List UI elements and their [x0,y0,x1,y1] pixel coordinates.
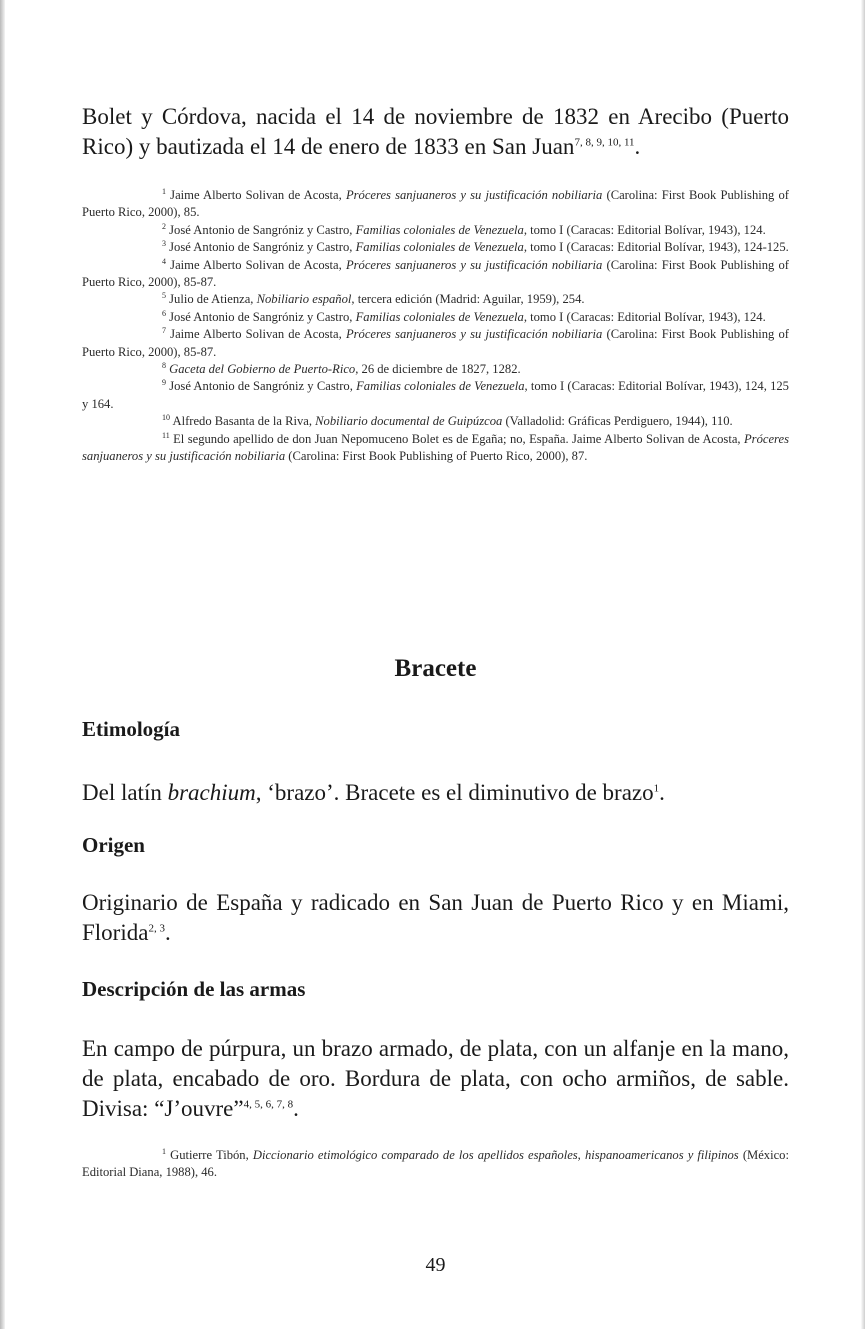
footnote: $^9$ José Antonio de Sangróniz y Castro, Familias coloniales de Venezuela, tomo I (Caracas: Editorial Bolívar, 1943), 124, 125 y 164. [82,378,789,411]
section-title: Bracete [394,655,477,682]
footnote: $^1$ Jaime Alberto Solivan de Acosta, Próceres sanjuaneros y su justificación nobiliaria (Carolina: First Book Publishing of Puerto Rico, 2000), 85. [82,186,789,220]
footnote: $^2$ José Antonio de Sangróniz y Castro, Familias coloniales de Venezuela, tomo I (Caracas: Editorial Bolívar, 1943), 124. [162,221,766,237]
heading-etimologia: Etimología [82,717,180,741]
armas-paragraph: En campo de púrpura, un brazo armado, de plata, con un alfanje en la mano, de plata, encabado de oro. Bordura de plata, con ocho armiños, de sable. Divisa: “J’ouvre”$^{4, 5, 6, 7, 8}$. [82,1036,789,1121]
heading-armas: Descripción de las armas [82,977,306,1001]
footnote: $^3$ José Antonio de Sangróniz y Castro, Familias coloniales de Venezuela, tomo I (Caracas: Editorial Bolívar, 1943), 124-125. [162,239,789,255]
footnote: $^7$ Jaime Alberto Solivan de Acosta, Próceres sanjuaneros y su justificación nobiliaria (Carolina: First Book Publishing of Puerto Rico, 2000), 85-87. [82,326,789,359]
footnote: $^{10}$ Alfredo Basanta de la Riva, Nobiliario documental de Guipúzcoa (Valladolid: Gráficas Perdiguero, 1944), 110. [162,413,733,429]
origen-paragraph: Originario de España y radicado en San Juan de Puerto Rico y en Miami, Florida$^{2, 3}$. [82,890,789,945]
heading-origen: Origen [82,833,145,857]
page-number: 49 [425,1254,446,1276]
page-edge-right [861,0,865,1329]
footnote: $^1$ Gutierre Tibón, Diccionario etimológico comparado de los apellidos españoles, hispanoamericanos y filipinos (México: Editorial Diana, 1988), 46. [82,1146,789,1180]
footnotes-top [82,187,789,466]
intro-paragraph: Bolet y Córdova, nacida el 14 de noviembre de 1832 en Arecibo (Puerto Rico) y bautizada el 14 de enero de 1833 en San Juan$^{7, 8, 9, 10, 11}$. [82,104,789,159]
footnote: $^4$ Jaime Alberto Solivan de Acosta, Próceres sanjuaneros y su justificación nobiliaria (Carolina: First Book Publishing of Puerto Rico, 2000), 85-87. [82,256,789,290]
footnote: $^6$ José Antonio de Sangróniz y Castro, Familias coloniales de Venezuela, tomo I (Caracas: Editorial Bolívar, 1943), 124. [162,308,766,324]
footnote: $^8$ Gaceta del Gobierno de Puerto-Rico, 26 de diciembre de 1827, 1282. [162,360,521,377]
footnote-bottom [82,1147,789,1182]
footnote: $^5$ Julio de Atienza, Nobiliario español, tercera edición (Madrid: Aguilar, 1959), 254. [162,291,585,307]
intro-refs: 7, 8, 9, 10, 11 [574,136,635,149]
footnote: $^{11}$ El segundo apellido de don Juan Nepomuceno Bolet es de Egaña; no, España. Jaime Alberto Solivan de Acosta, Próceres sanjuaneros y su justificación nobiliaria (Carolina: First Book Publishing of Puerto Rico, 2000), 87. [82,430,789,464]
etimologia-paragraph: Del latín brachium, ‘brazo’. Bracete es el diminutivo de brazo$^1$. [82,780,665,805]
page-edge-left [0,0,5,1329]
